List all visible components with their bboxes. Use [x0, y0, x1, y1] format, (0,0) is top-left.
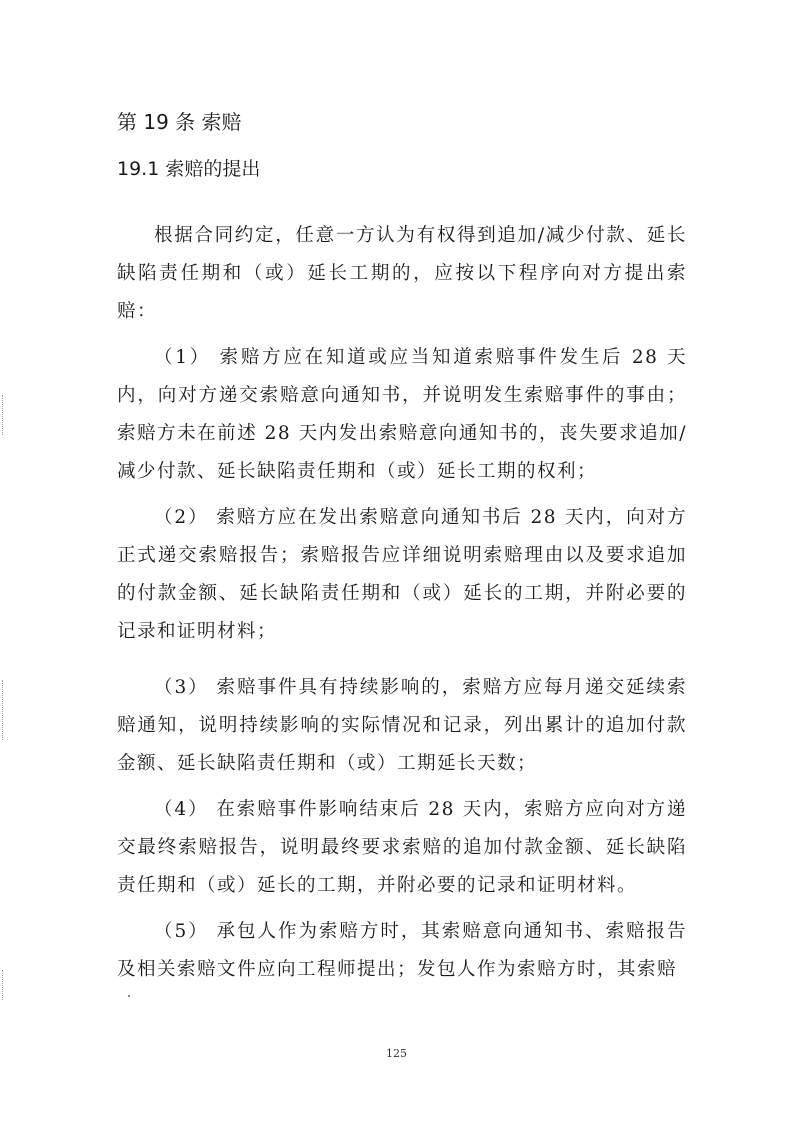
- clause-item-2: （2） 索赔方应在发出索赔意向通知书后 28 天内，向对方正式递交索赔报告；索赔报告应详细说明索赔理由以及要求追加的付款金额、延长缺陷责任期和（或）延长的工期，并附必要的记录和证明材料；: [117, 506, 687, 642]
- clause-item-5: （5） 承包人作为索赔方时，其索赔意向通知书、索赔报告及相关索赔文件应向工程师提出；发包人作为索赔方时，其索赔: [117, 920, 687, 980]
- article-heading: 第 19 条 索赔: [117, 110, 242, 134]
- intro-paragraph: 根据合同约定，任意一方认为有权得到追加/减少付款、延长缺陷责任期和（或）延长工期的，应按以下程序向对方提出索赔：: [117, 224, 687, 322]
- scan-speck: [128, 995, 130, 997]
- scan-artifact: [2, 970, 9, 1000]
- clause-item-4: （4） 在索赔事件影响结束后 28 天内，索赔方应向对方递交最终索赔报告，说明最终要求索赔的追加付款金额、延长缺陷责任期和（或）延长的工期，并附必要的记录和证明材料。: [117, 798, 687, 896]
- clause-item-3: （3） 索赔事件具有持续影响的，索赔方应每月递交延续索赔通知，说明持续影响的实际情况和记录，列出累计的追加付款金额、延长缺陷责任期和（或）工期延长天数；: [117, 676, 687, 774]
- clause-item-1: （1） 索赔方应在知道或应当知道索赔事件发生后 28 天内，向对方递交索赔意向通知书，并说明发生索赔事件的事由；索赔方未在前述 28 天内发出索赔意向通知书的，丧失要求追加/减少付款、延长缺陷责任期和（或）延长工期的权利；: [117, 346, 687, 482]
- section-heading: 19.1 索赔的提出: [117, 158, 261, 180]
- scan-artifact: [2, 395, 9, 435]
- page-number: 125: [386, 1047, 407, 1060]
- scan-artifact: [2, 680, 9, 740]
